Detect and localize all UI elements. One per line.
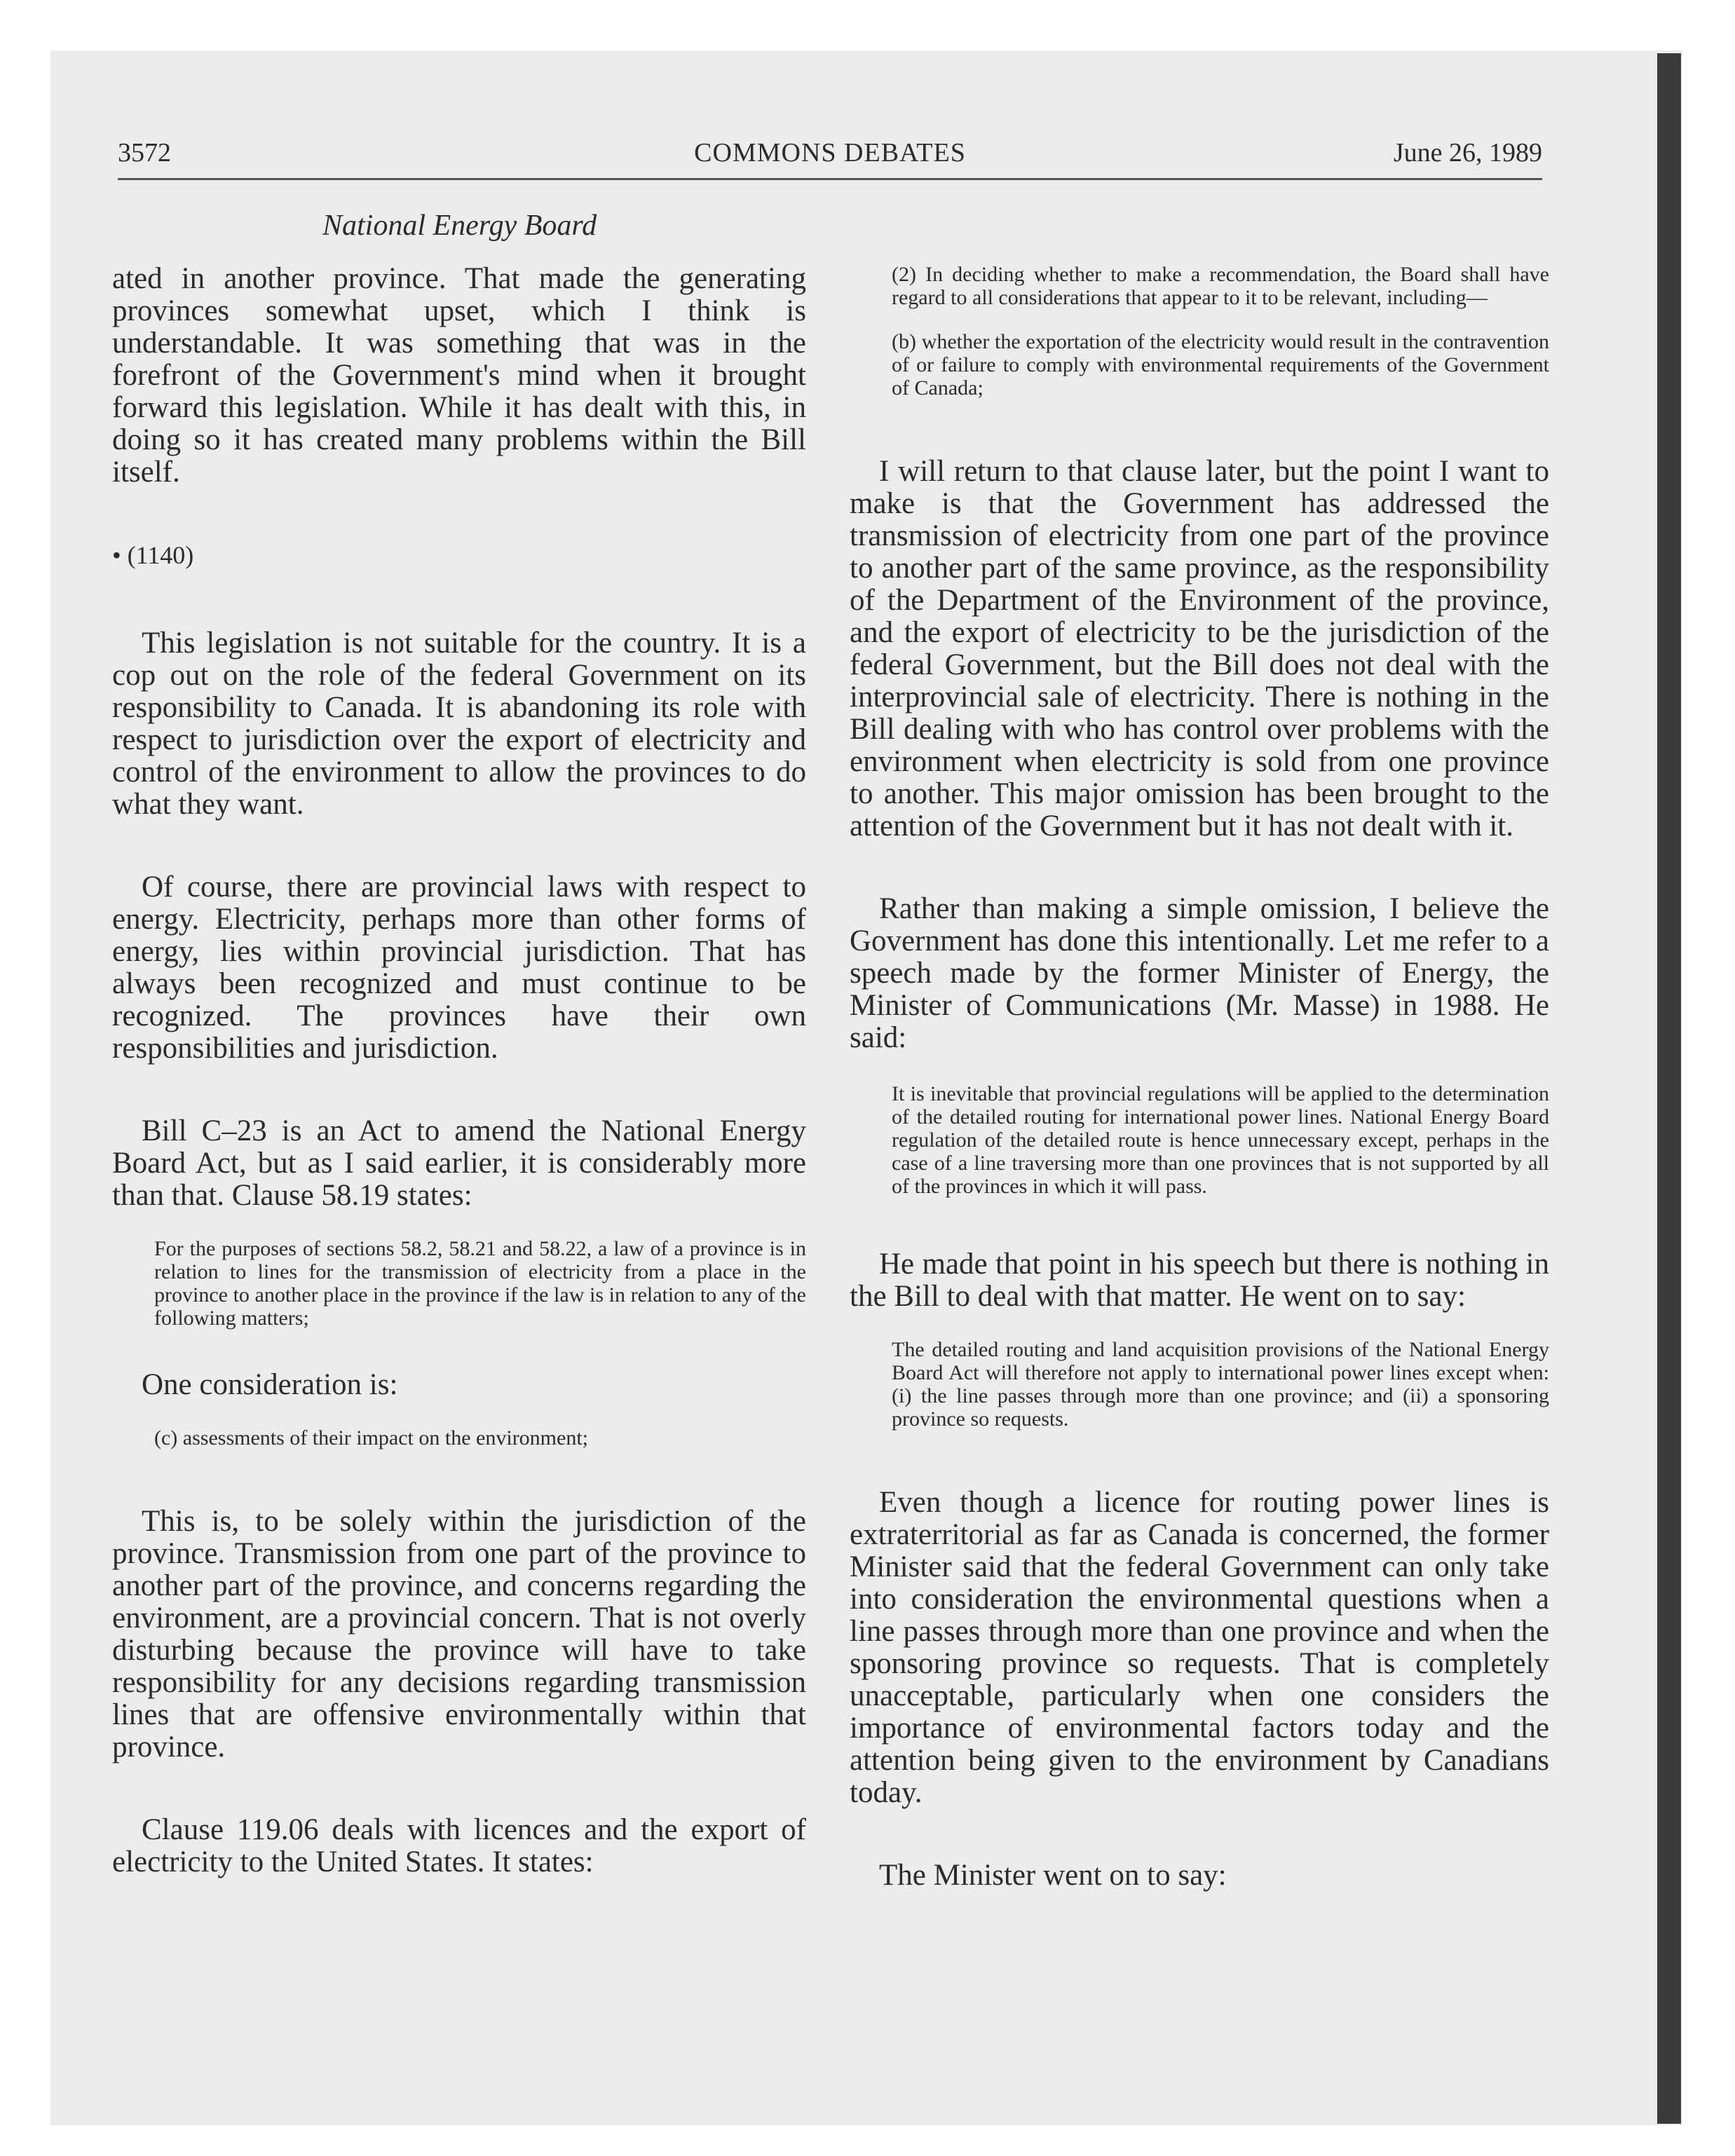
scan-edge-bar	[1657, 53, 1681, 2124]
paragraph: I will return to that clause later, but the point I want to make is that the Government has addressed the transmission of electricity from one part of the province to another part of the same province, as the responsibility of the Department of the Environment of the province, and the export of electricity to be the jurisdiction of the federal Government, but the Bill does not deal with the interprovincial sale of electricity. There is nothing in the Bill dealing with who has control over problems with the environment when electricity is sold from one province to another. This major omission has been brought to the attention of the Government but it has not dealt with it.	[850, 455, 1549, 842]
paragraph: Even though a licence for routing power lines is extraterritorial as far as Canada is concerned, the former Minister said that the federal Government can only take into consideration the environmental questions when a line passes through more than one province and when the sponsoring province so requests. That is completely unacceptable, particularly when one considers the importance of environmental factors today and the attention being given to the environment by Canadians today.	[850, 1486, 1549, 1809]
publication-date: June 26, 1989	[1393, 138, 1542, 168]
block-quote: It is inevitable that provincial regulations will be applied to the determination of the detailed routing for international power lines. National Energy Board regulation of the detailed route is hence unnecessary except, perhaps in the case of a line traversing more than one provinces that is not supported by all of the provinces in which it will pass.	[892, 1082, 1549, 1198]
paragraph: The Minister went on to say:	[879, 1859, 1227, 1892]
block-quote: (b) whether the exportation of the electricity would result in the contravention of or failure to comply with environmental requirements of the Government of Canada;	[892, 330, 1549, 400]
right-column	[850, 263, 1549, 1942]
block-quote: (c) assessments of their impact on the environment;	[154, 1426, 588, 1449]
paragraph: He made that point in his speech but there is nothing in the Bill to deal with that matter. He went on to say:	[850, 1248, 1549, 1313]
paragraph: Of course, there are provincial laws with respect to energy. Electricity, perhaps more than other forms of energy, lies within provincial jurisdiction. That has always been recognized and must continue to be recognized. The provinces have their own responsibilities and jurisdiction.	[112, 871, 806, 1065]
paragraph: Clause 119.06 deals with licences and the export of electricity to the United States. It states:	[112, 1813, 806, 1878]
paragraph: This is, to be solely within the jurisdiction of the province. Transmission from one part of the province to another part of the province, and concerns regarding the environment, are a provincial concern. That is not overly disturbing because the province will have to take responsibility for any decisions regarding transmission lines that are offensive environmentally within that province.	[112, 1505, 806, 1763]
page-header	[118, 137, 1542, 179]
block-quote: For the purposes of sections 58.2, 58.21 and 58.22, a law of a province is in relation to lines for the transmission of electricity from a place in the province to another place in the province if the law is in relation to any of the following matters;	[154, 1237, 806, 1330]
paragraph: Rather than making a simple omission, I believe the Government has done this intentionally. Let me refer to a speech made by the former Minister of Energy, the Minister of Communications (Mr. Masse) in 1988. He said:	[850, 892, 1549, 1054]
page-number: 3572	[118, 138, 171, 168]
publication-title: COMMONS DEBATES	[694, 138, 966, 168]
paragraph: Bill C–23 is an Act to amend the National Energy Board Act, but as I said earlier, it is considerably more than that. Clause 58.19 states:	[112, 1114, 806, 1212]
paragraph: One consideration is:	[142, 1368, 398, 1401]
paragraph: This legislation is not suitable for the country. It is a cop out on the role of the federal Government on its responsibility to Canada. It is abandoning its role with respect to jurisdiction over the export of electricity and control of the environment to allow the provinces to do what they want.	[112, 627, 806, 821]
block-quote: The detailed routing and land acquisition provisions of the National Energy Board Act will therefore not apply to international power lines except when: (i) the line passes through more than one province; and (ii) a sponsoring province so requests.	[892, 1338, 1549, 1431]
paragraph: ated in another province. That made the generating provinces somewhat upset, which I think is understandable. It was something that was in the forefront of the Government's mind when it brought forward this legislation. While it has dealt with this, in doing so it has created many problems within the Bill itself.	[112, 262, 806, 489]
section-subject: National Energy Board	[322, 210, 597, 242]
left-column	[112, 263, 806, 1929]
block-quote: (2) In deciding whether to make a recommendation, the Board shall have regard to all considerations that appear to it to be relevant, including—	[892, 263, 1549, 309]
header-rule	[118, 178, 1542, 180]
time-marker: • (1140)	[112, 541, 194, 569]
